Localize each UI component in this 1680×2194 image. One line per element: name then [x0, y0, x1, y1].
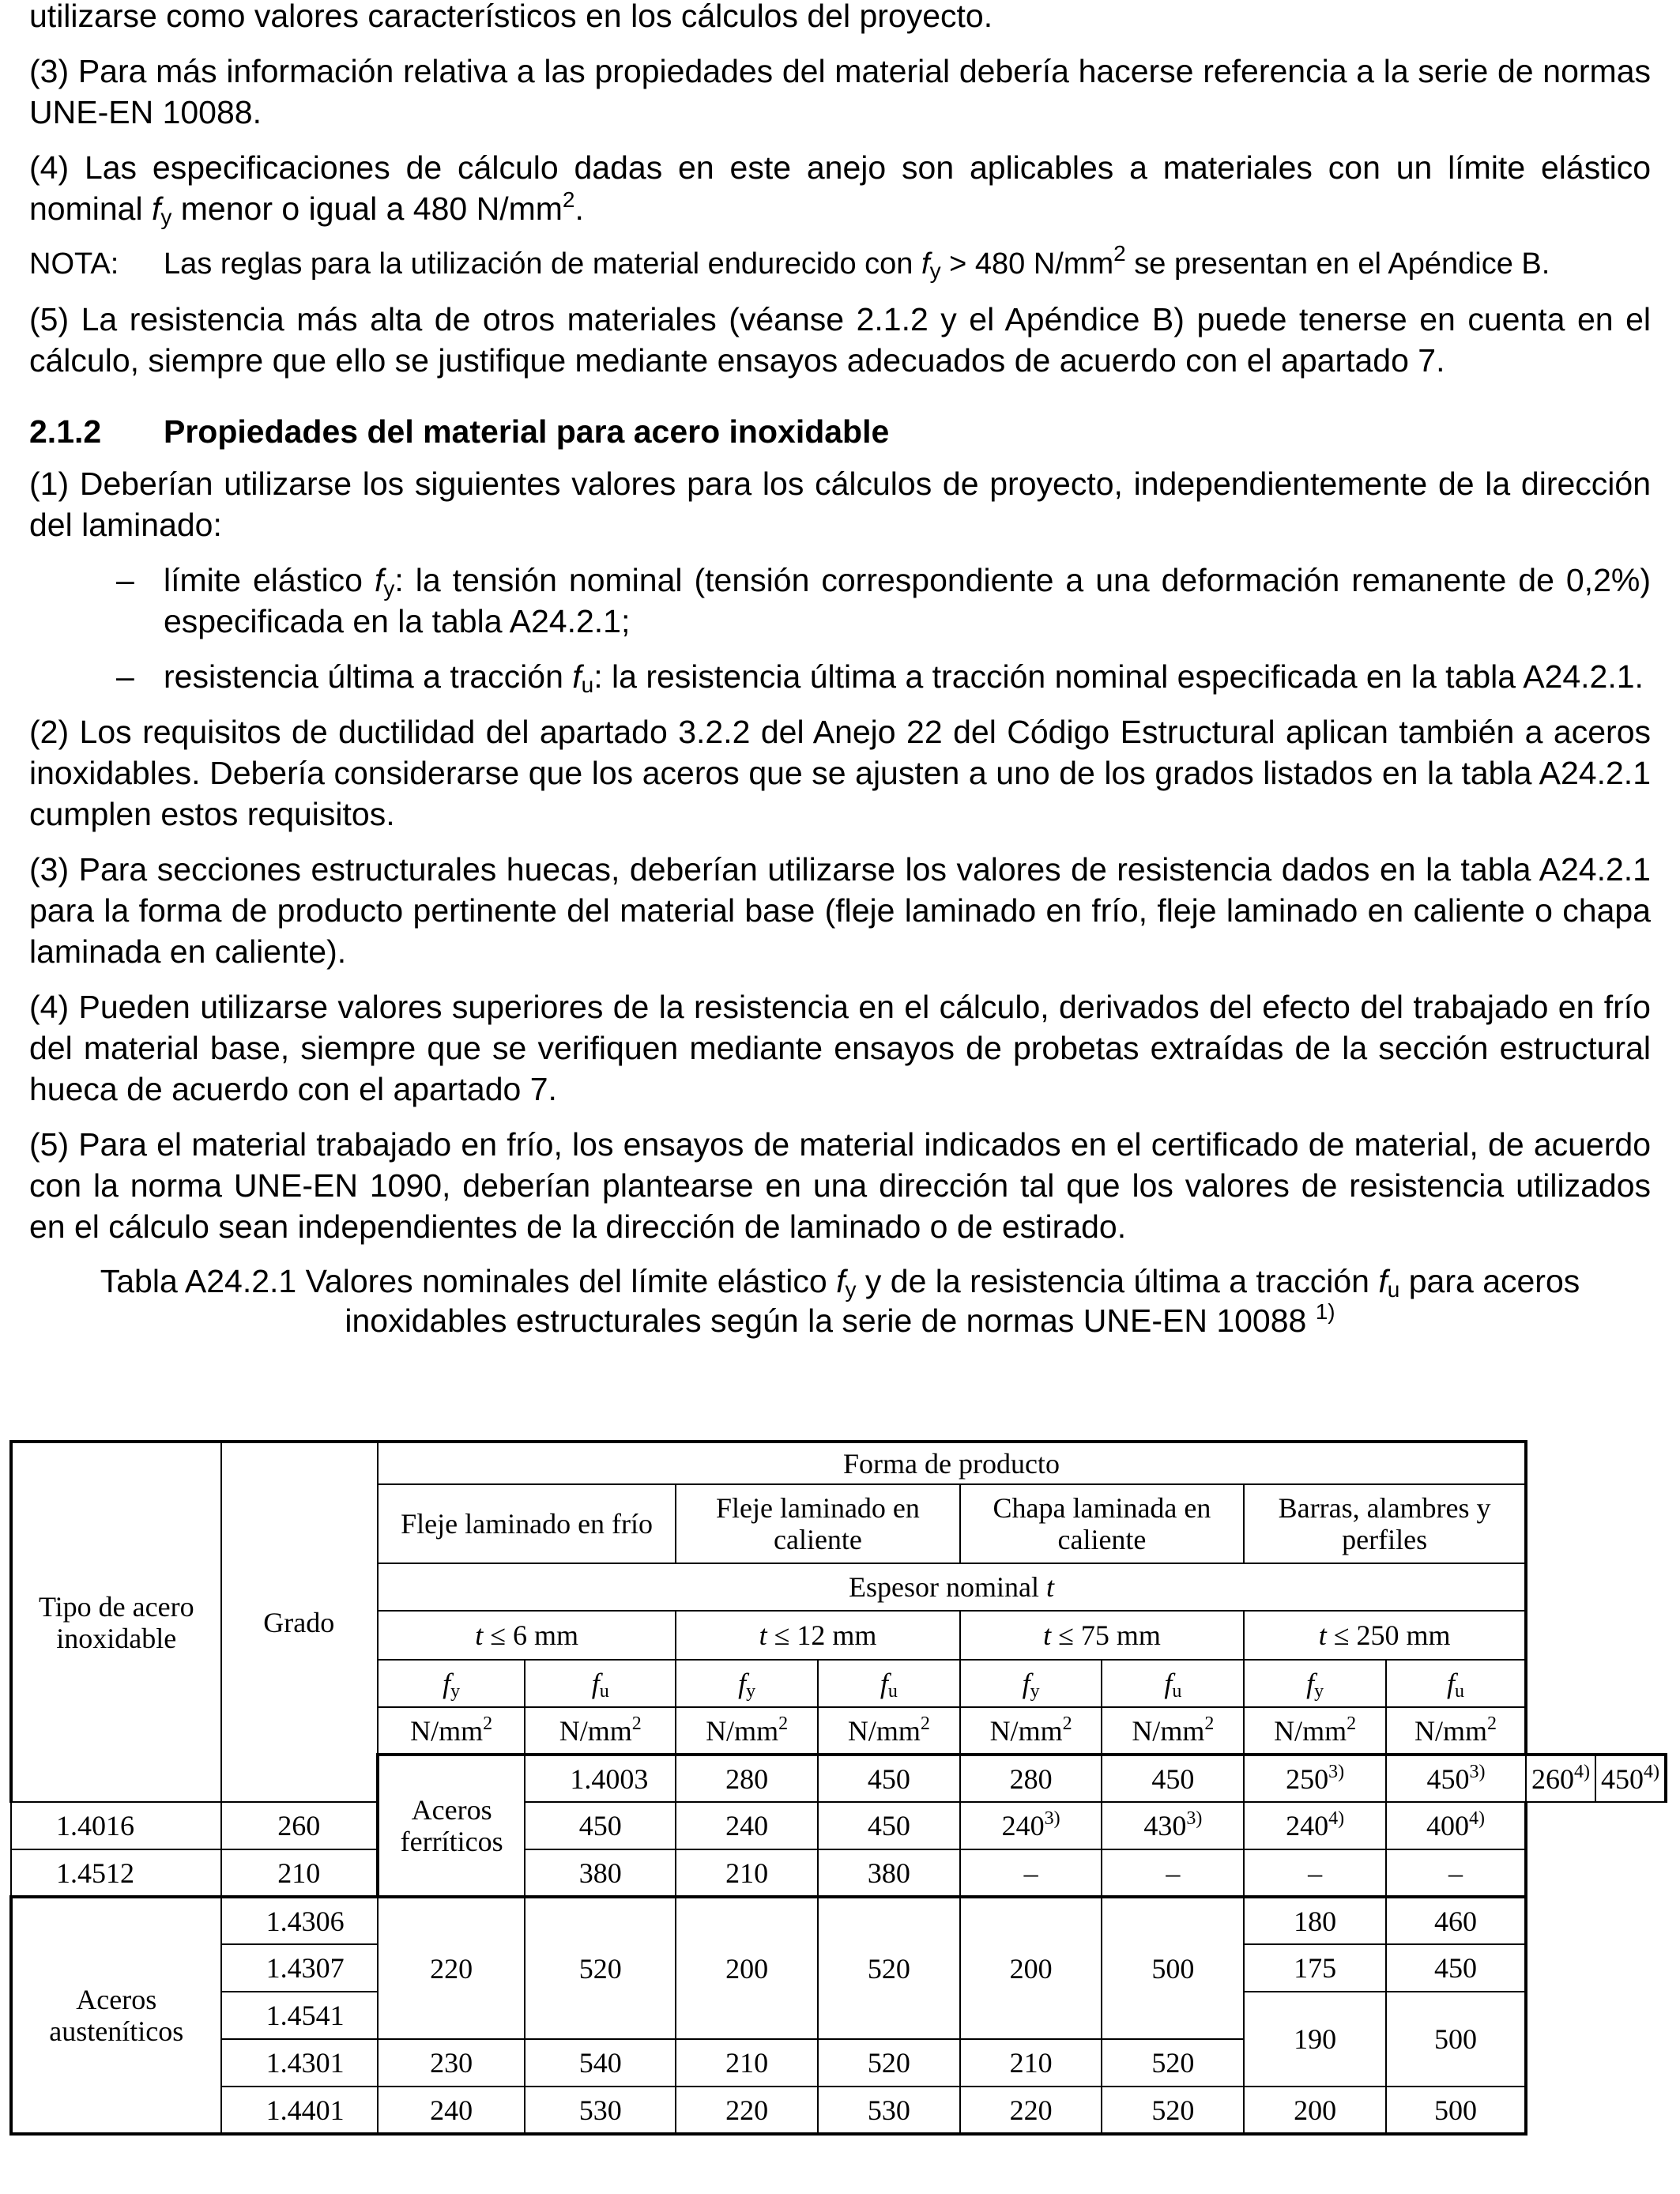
value-cell: 500	[1386, 2087, 1526, 2134]
value-cell: 240$^{4)}$	[1244, 1802, 1386, 1849]
table-row	[11, 1897, 1666, 1944]
value-cell: 210	[676, 2039, 818, 2087]
dash-bullet: –	[116, 562, 134, 598]
value-cell: 520	[525, 1897, 676, 2039]
grade-cell: 1.4306	[221, 1897, 378, 1944]
header-t-250: t ≤ 250 mm	[1244, 1611, 1526, 1660]
table-row	[11, 1802, 1666, 1849]
symbol-fy: $f_y$	[676, 1660, 818, 1707]
header-t-12: t ≤ 12 mm	[676, 1611, 960, 1660]
value-cell: 520	[1102, 2039, 1244, 2087]
value-cell: 500	[1386, 1992, 1526, 2087]
section-paragraph-1: (1) Deberían utilizarse los siguientes valores para los cálculos de proyecto, independientemente de la dirección del laminado:	[29, 466, 1651, 543]
value-cell: 180	[1244, 1897, 1386, 1944]
section-title: Propiedades del material para acero inoxidable	[164, 413, 890, 450]
unit-cell: $N/mm^2$	[1244, 1707, 1386, 1755]
value-cell: 220	[378, 1897, 525, 2039]
value-cell: –	[1386, 1849, 1526, 1897]
value-cell: 280	[960, 1755, 1102, 1802]
value-cell: 200	[676, 1897, 818, 2039]
value-cell: 400$^{4)}$	[1386, 1802, 1526, 1849]
group-austenitic: Aceros austeníticos	[11, 1897, 221, 2134]
paragraph-3: (3) Para más información relativa a las propiedades del material debería hacerse referencia a la serie de normas UNE-EN 10088.	[29, 53, 1651, 130]
value-cell: 230	[378, 2039, 525, 2087]
value-cell: 250$^{3)}$	[1244, 1755, 1386, 1802]
value-cell: 240	[676, 1802, 818, 1849]
unit-cell: $N/mm^2$	[1102, 1707, 1244, 1755]
grade-cell: 1.4016	[11, 1802, 221, 1849]
dash-bullet: –	[116, 658, 134, 695]
unit-cell: $N/mm^2$	[1386, 1707, 1526, 1755]
value-cell: 450	[818, 1802, 960, 1849]
symbol-fy: $f_y$	[960, 1660, 1102, 1707]
value-cell: 200	[1244, 2087, 1386, 2134]
header-thickness: Espesor nominal t	[378, 1563, 1526, 1611]
value-cell: 450	[818, 1755, 960, 1802]
value-cell: 210	[960, 2039, 1102, 2087]
header-grade: Grado	[221, 1442, 378, 1802]
symbol-fu: $f_u$	[525, 1660, 676, 1707]
unit-cell: $N/mm^2$	[525, 1707, 676, 1755]
value-cell: –	[1244, 1849, 1386, 1897]
table-row	[11, 2087, 1666, 2134]
paragraph-5: (5) La resistencia más alta de otros materiales (véanse 2.1.2 y el Apéndice B) puede tenerse en cuenta en el cálculo, siempre que ello se justifique mediante ensayos adecuados de acuerdo con el apartado 7.	[29, 301, 1651, 379]
value-cell: 210	[221, 1849, 378, 1897]
value-cell: 190	[1244, 1992, 1386, 2087]
grade-cell: 1.4003	[525, 1755, 676, 1802]
group-ferritic: Aceros ferríticos	[378, 1755, 525, 1897]
symbol-fy: $f_y$	[378, 1660, 525, 1707]
paragraph-4: (4) Las especificaciones de cálculo dadas en este anejo son aplicables a materiales con un límite elástico nominal $f_y$ menor o igual a 480 $N/mm^2$.	[29, 149, 1651, 229]
note-label: NOTA:	[29, 247, 119, 281]
list-item	[29, 560, 1651, 642]
value-cell: 520	[818, 2039, 960, 2087]
unit-cell: $N/mm^2$	[676, 1707, 818, 1755]
header-cold-strip: Fleje laminado en frío	[378, 1484, 676, 1563]
symbol-fu: $f_u$	[1386, 1660, 1526, 1707]
unit-cell: $N/mm^2$	[960, 1707, 1102, 1755]
value-cell: 240$^{3)}$	[960, 1802, 1102, 1849]
note-text: Las reglas para la utilización de material endurecido con $f_y > 480$ $N/mm^2$ se presentan en el Apéndice B.	[164, 241, 1550, 283]
value-cell: 460	[1386, 1897, 1526, 1944]
value-cell: 220	[676, 2087, 818, 2134]
value-cell: 540	[525, 2039, 676, 2087]
grade-cell: 1.4401	[221, 2087, 378, 2134]
section-paragraph-3: (3) Para secciones estructurales huecas, deberían utilizarse los valores de resistencia dados en la tabla A24.2.1 para la forma de producto pertinente del material base (fleje laminado en frío, fleje laminado en caliente o chapa laminada en caliente).	[29, 851, 1651, 970]
value-cell: 260$^{4)}$	[1526, 1755, 1595, 1802]
value-cell: 500	[1102, 1897, 1244, 2039]
value-cell: 530	[525, 2087, 676, 2134]
grade-cell: 1.4512	[11, 1849, 221, 1897]
grade-cell: 1.4301	[221, 2039, 378, 2087]
section-heading	[29, 411, 1651, 452]
value-cell: 430$^{3)}$	[1102, 1802, 1244, 1849]
unit-cell: $N/mm^2$	[818, 1707, 960, 1755]
symbol-fu: $f_u$	[1102, 1660, 1244, 1707]
header-steel-type: Tipo de acero inoxidable	[11, 1442, 221, 1802]
value-cell: 450$^{3)}$	[1386, 1755, 1526, 1802]
header-bars: Barras, alambres y perfiles	[1244, 1484, 1526, 1563]
unit-cell: $N/mm^2$	[378, 1707, 525, 1755]
table-row	[11, 1849, 1666, 1897]
value-cell: 200	[960, 1897, 1102, 2039]
value-cell: 260	[221, 1802, 378, 1849]
grade-cell: 1.4307	[221, 1944, 378, 1992]
header-t-75: t ≤ 75 mm	[960, 1611, 1245, 1660]
symbol-fy: $f_y$	[1244, 1660, 1386, 1707]
value-cell: 450	[525, 1802, 676, 1849]
grade-cell: 1.4541	[221, 1992, 378, 2039]
section-paragraph-5: (5) Para el material trabajado en frío, los ensayos de material indicados en el certificado de material, de acuerdo con la norma UNE-EN 1090, deberían plantearse en una dirección tal que los valores de resistencia utilizados en el cálculo sean independientes de la dirección de laminado o de estirado.	[29, 1126, 1651, 1245]
list-item	[29, 656, 1651, 697]
value-cell: 380	[525, 1849, 676, 1897]
section-paragraph-4: (4) Pueden utilizarse valores superiores de la resistencia en el cálculo, derivados del efecto del trabajado en frío del material base, siempre que se verifiquen mediante ensayos de probetas extraídas de la sección estructural hueca de acuerdo con el apartado 7.	[29, 989, 1651, 1107]
header-hot-strip: Fleje laminado en caliente	[676, 1484, 960, 1563]
note	[29, 243, 1651, 285]
value-cell: 210	[676, 1849, 818, 1897]
value-cell: 530	[818, 2087, 960, 2134]
section-paragraph-2: (2) Los requisitos de ductilidad del apartado 3.2.2 del Anejo 22 del Código Estructural aplican también a aceros inoxidables. Debería considerarse que los aceros que se ajusten a uno de los grados listados en la tabla A24.2.1 cumplen estos requisitos.	[29, 714, 1651, 832]
value-cell: 520	[1102, 2087, 1244, 2134]
value-cell: 450$^{4)}$	[1595, 1755, 1666, 1802]
value-cell: 240	[378, 2087, 525, 2134]
header-t-6: t ≤ 6 mm	[378, 1611, 676, 1660]
value-cell: 175	[1244, 1944, 1386, 1992]
properties-table	[9, 1440, 1667, 2136]
table-caption: Tabla A24.2.1 Valores nominales del límite elástico $f_y$ y de la resistencia última a tracción $f_u$ para aceros inoxidables estructurales según la serie de normas UNE-EN 10088 $^{1)}$	[100, 1263, 1580, 1339]
list-item-text: resistencia última a tracción $f_u$: la resistencia última a tracción nominal especificada en la tabla A24.2.1.	[164, 658, 1644, 697]
value-cell: 450	[1386, 1944, 1526, 1992]
value-cell: –	[960, 1849, 1102, 1897]
document-page	[29, 0, 1651, 1340]
paragraph-continuation: utilizarse como valores característicos en los cálculos del proyecto.	[29, 0, 993, 34]
list-item-text: límite elástico $f_y$: la tensión nominal (tensión correspondiente a una deformación remanente de 0,2%) especificada en la tabla A24.2.1;	[164, 562, 1651, 639]
header-hot-plate: Chapa laminada en caliente	[960, 1484, 1245, 1563]
value-cell: 280	[676, 1755, 818, 1802]
value-cell: 380	[818, 1849, 960, 1897]
header-product-form: Forma de producto	[378, 1442, 1526, 1484]
symbol-fu: $f_u$	[818, 1660, 960, 1707]
value-cell: 450	[1102, 1755, 1244, 1802]
section-number: 2.1.2	[29, 413, 102, 450]
value-cell: 220	[960, 2087, 1102, 2134]
value-cell: –	[1102, 1849, 1244, 1897]
value-cell: 520	[818, 1897, 960, 2039]
